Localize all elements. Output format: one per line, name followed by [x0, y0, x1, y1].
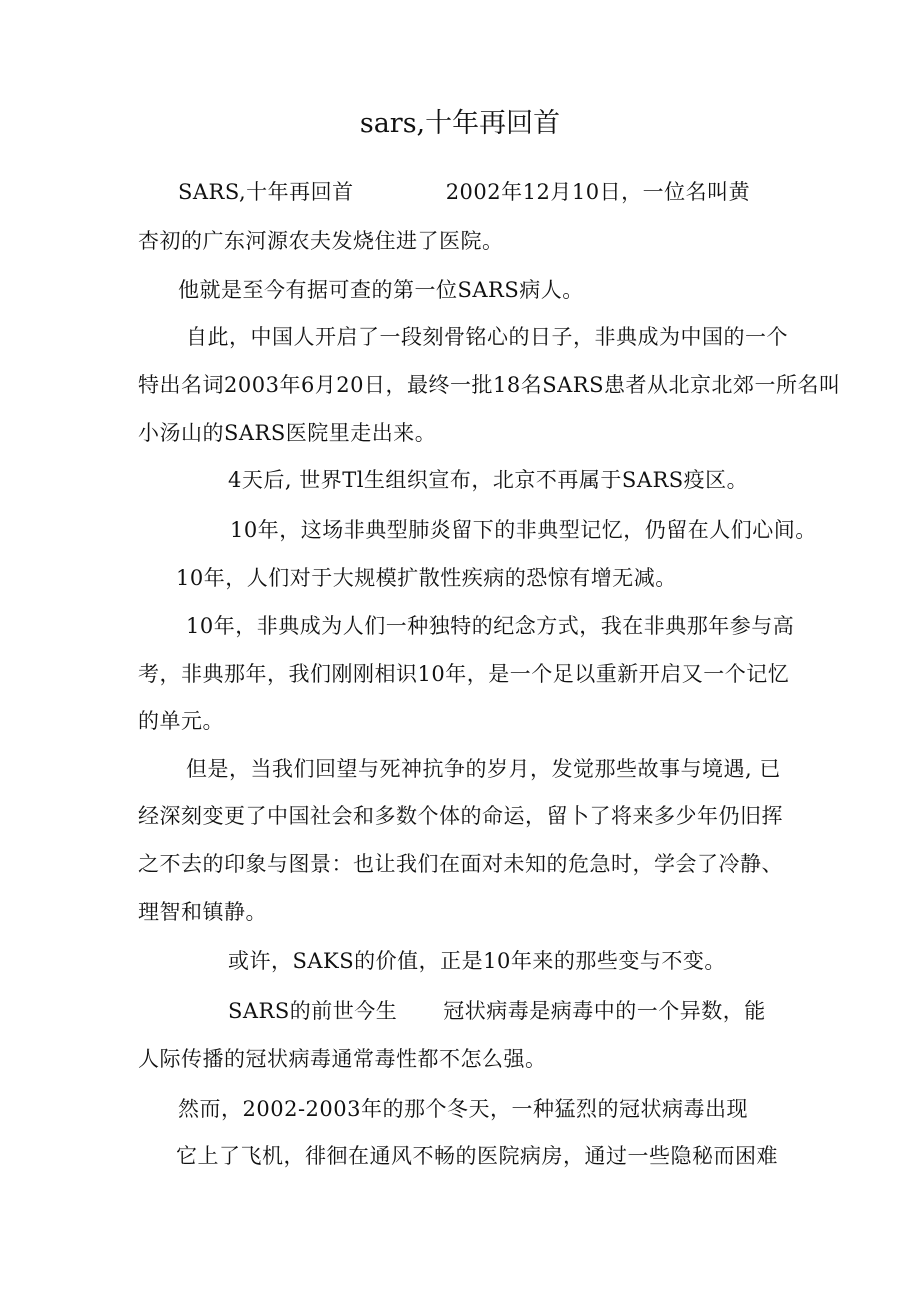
paragraph-line: 之不去的印象与图景：也让我们在面对未知的危急时，学会了冷静、 [138, 852, 783, 876]
paragraph-line: 经深刻变更了中国社会和多数个体的命运，留卜了将来多少年仍旧挥 [138, 804, 783, 828]
document-title: sars,十年再回首 [359, 108, 561, 139]
paragraph-line: 10年，非典成为人们一种独特的纪念方式，我在非典那年参与高 [186, 614, 795, 638]
paragraph-line [228, 996, 766, 1026]
paragraph-line: 或许，SAKS的价值，正是10年来的那些变与不变。 [228, 949, 726, 973]
text-segment: 2002年12月10日，一位名叫黄 [445, 180, 751, 204]
paragraph-line: 考，非典那年，我们刚刚相识10年，是一个足以重新开启又一个记忆 [138, 662, 790, 686]
paragraph-line: 杏初的广东河源农夫发烧住进了医院。 [138, 229, 504, 253]
paragraph-line: 的单元。 [138, 709, 224, 733]
paragraph-line: 理智和镇静。 [138, 900, 267, 924]
paragraph-line: 10年，人们对于大规模扩散性疾病的恐惊有增无减。 [176, 566, 677, 590]
paragraph-line: 人际传播的冠状病毒通常毒性都不怎么强。 [138, 1047, 547, 1071]
paragraph-line: 小汤山的SARS医院里走出来。 [138, 421, 437, 445]
paragraph-line: 它上了飞机，徘徊在通风不畅的医院病房，通过一些隐秘而困难 [176, 1144, 778, 1168]
paragraph-line: 然而，2002-2003年的那个冬天，一种猛烈的冠状病毒出现 [178, 1097, 748, 1121]
text-segment: 冠状病毒是病毒中的一个异数，能 [443, 999, 766, 1023]
paragraph-line: 但是，当我们回望与死神抗争的岁月，发觉那些故事与境遇, 已 [186, 757, 781, 781]
paragraph-line: 他就是至今有据可查的第一位SARS病人。 [178, 278, 584, 302]
section-heading: SARS的前世今生 [228, 999, 398, 1023]
paragraph-line: 自此，中国人开启了一段刻骨铭心的日子，非典成为中国的一个 [186, 325, 788, 349]
paragraph-line: 10年，这场非典型肺炎留下的非典型记忆，仍留在人们心间。 [230, 518, 817, 542]
inline-heading: SARS,十年再回首 [178, 180, 354, 204]
paragraph-line: 4天后, 世界Tl生组织宣布，北京不再属于SARS疫区。 [228, 468, 749, 492]
paragraph-line: 特出名词2003年6月20日，最终一批18名SARS患者从北京北郊一所名叫 [138, 373, 841, 397]
paragraph-line [178, 177, 750, 207]
